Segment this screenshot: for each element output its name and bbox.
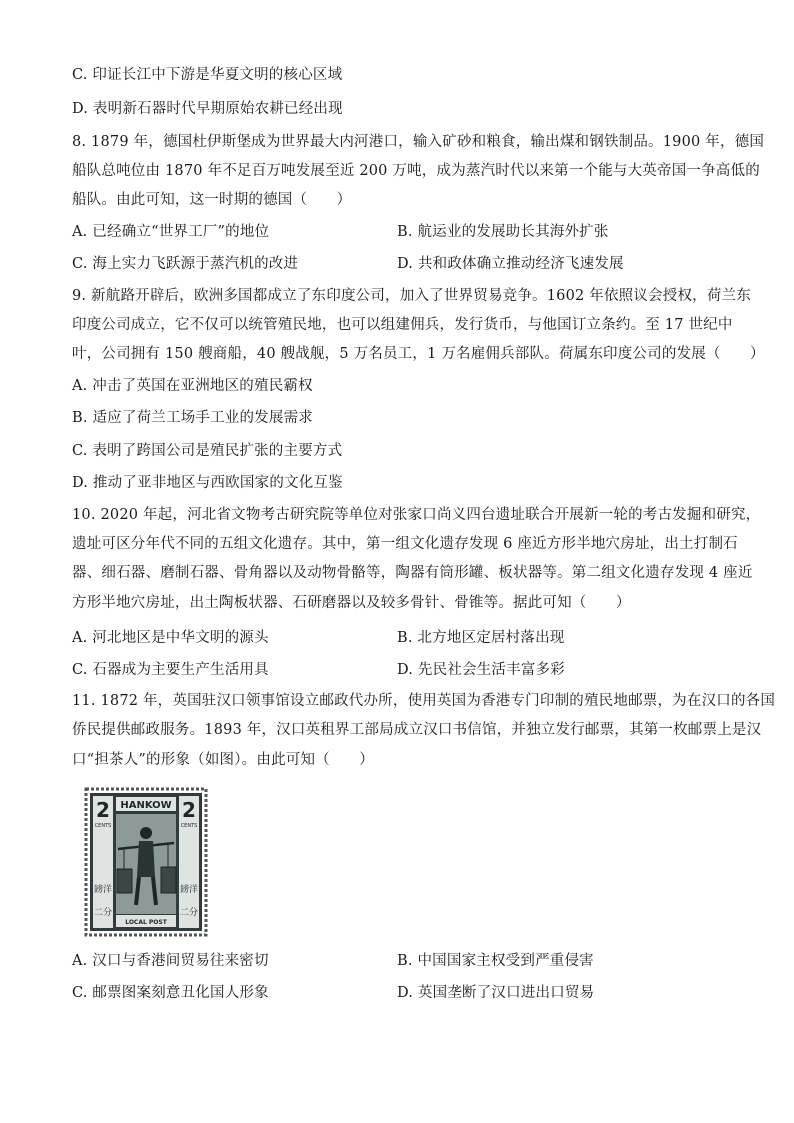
stamp-right-basket (161, 867, 176, 893)
q10-stem-line-2: 遗址可区分年代不同的五组文化遗存。其中，第一组文化遗存发现 6 座近方形半地穴房址，出土打制石 (72, 536, 738, 552)
q9-option-b: B. 适应了荷兰工场手工业的发展需求 (72, 410, 313, 426)
stamp-value-right: 2 (182, 798, 196, 822)
q7-option-d: D. 表明新石器时代早期原始农耕已经出现 (72, 101, 343, 117)
q10-stem-line-3: 器、细石器、磨制石器、骨角器以及动物骨骼等，陶器有筒形罐、板状器等。第二组文化遗存发现 4 座近 (72, 565, 753, 581)
stamp-carrier-head (140, 827, 152, 839)
q9-stem-line-3: 叶，公司拥有 150 艘商船，40 艘战舰，5 万名员工，1 万名雇佣兵部队。荷属东印度公司的发展（ ） (72, 346, 765, 362)
q11-option-a: A. 汉口与香港间贸易往来密切 (72, 953, 269, 969)
q11-option-d: D. 英国垄断了汉口进出口贸易 (397, 985, 595, 1001)
stamp-fen-left: 二分 (93, 908, 113, 918)
q8-option-b: B. 航运业的发展助长其海外扩张 (397, 224, 609, 240)
q10-option-a: A. 河北地区是中华文明的源头 (72, 630, 269, 646)
q10-stem-line-4: 方形半地穴房址，出土陶板状器、石研磨器以及较多骨针、骨锥等。据此可知（ ） (72, 595, 631, 611)
q9-stem-line-1: 9. 新航路开辟后，欧洲多国都成立了东印度公司，加入了世界贸易竞争。1602 年依照议会授权，荷兰东 (72, 288, 751, 304)
stamp-cents-left: CENTS (94, 823, 112, 829)
q8-stem-line-2: 船队总吨位由 1870 年不足百万吨发展至近 200 万吨，成为蒸汽时代以来第一个能与大英帝国一争高低的 (72, 163, 760, 179)
q10-option-b: B. 北方地区定居村落出现 (397, 630, 565, 646)
q9-option-d: D. 推动了亚非地区与西欧国家的文化互鉴 (72, 475, 343, 491)
stamp-side-left: 鎊洋 (93, 885, 113, 895)
stamp-value-left: 2 (96, 798, 110, 822)
stamp-side-right: 鎊洋 (179, 885, 199, 895)
q8-stem-line-1: 8. 1879 年，德国杜伊斯堡成为世界最大内河港口，输入矿砂和粮食，输出煤和钢铁制品。1900 年，德国 (72, 134, 765, 150)
q10-stem-line-1: 10. 2020 年起，河北省文物考古研究院等单位对张家口尚义四台遗址联合开展新一轮的考古发掘和研究， (72, 507, 761, 523)
stamp-fen-right: 二分 (179, 908, 199, 918)
q10-option-d: D. 先民社会生活丰富多彩 (397, 662, 565, 678)
q11-option-b: B. 中国国家主权受到严重侵害 (397, 953, 594, 969)
q10-option-c: C. 石器成为主要生产生活用具 (72, 662, 269, 678)
q9-option-c: C. 表明了跨国公司是殖民扩张的主要方式 (72, 443, 343, 459)
q11-stem-line-2: 侨民提供邮政服务。1893 年，汉口英租界工部局成立汉口书信馆，并独立发行邮票，其第一枚邮票上是汉 (72, 722, 762, 738)
q11-option-c: C. 邮票图案刻意丑化国人形象 (72, 985, 269, 1001)
stamp-bottom-text: LOCAL POST (125, 919, 167, 926)
hankow-stamp-image (84, 787, 208, 937)
stamp-cents-right: CENTS (180, 823, 198, 829)
stamp-left-basket (117, 869, 132, 893)
q9-option-a: A. 冲击了英国在亚洲地区的殖民霸权 (72, 378, 313, 394)
q8-option-a: A. 已经确立“世界工厂”的地位 (72, 224, 270, 240)
q8-stem-line-3: 船队。由此可知，这一时期的德国（ ） (72, 192, 352, 208)
q7-option-c: C. 印证长江中下游是华夏文明的核心区域 (72, 67, 343, 83)
q9-stem-line-2: 印度公司成立，它不仅可以统管殖民地，也可以组建佣兵，发行货币，与他国订立条约。至 17 世纪中 (72, 317, 733, 333)
q8-option-d: D. 共和政体确立推动经济飞速发展 (397, 256, 624, 272)
q8-option-c: C. 海上实力飞跃源于蒸汽机的改进 (72, 256, 299, 272)
stamp-carrier-body (137, 841, 155, 877)
q11-stem-line-3: 口“担茶人”的形象（如图）。由此可知（ ） (72, 752, 374, 768)
stamp-top-text: HANKOW (120, 800, 172, 811)
q11-stem-line-1: 11. 1872 年，英国驻汉口领事馆设立邮政代办所，使用英国为香港专门印制的殖民地邮票，为在汉口的各国 (72, 693, 776, 709)
